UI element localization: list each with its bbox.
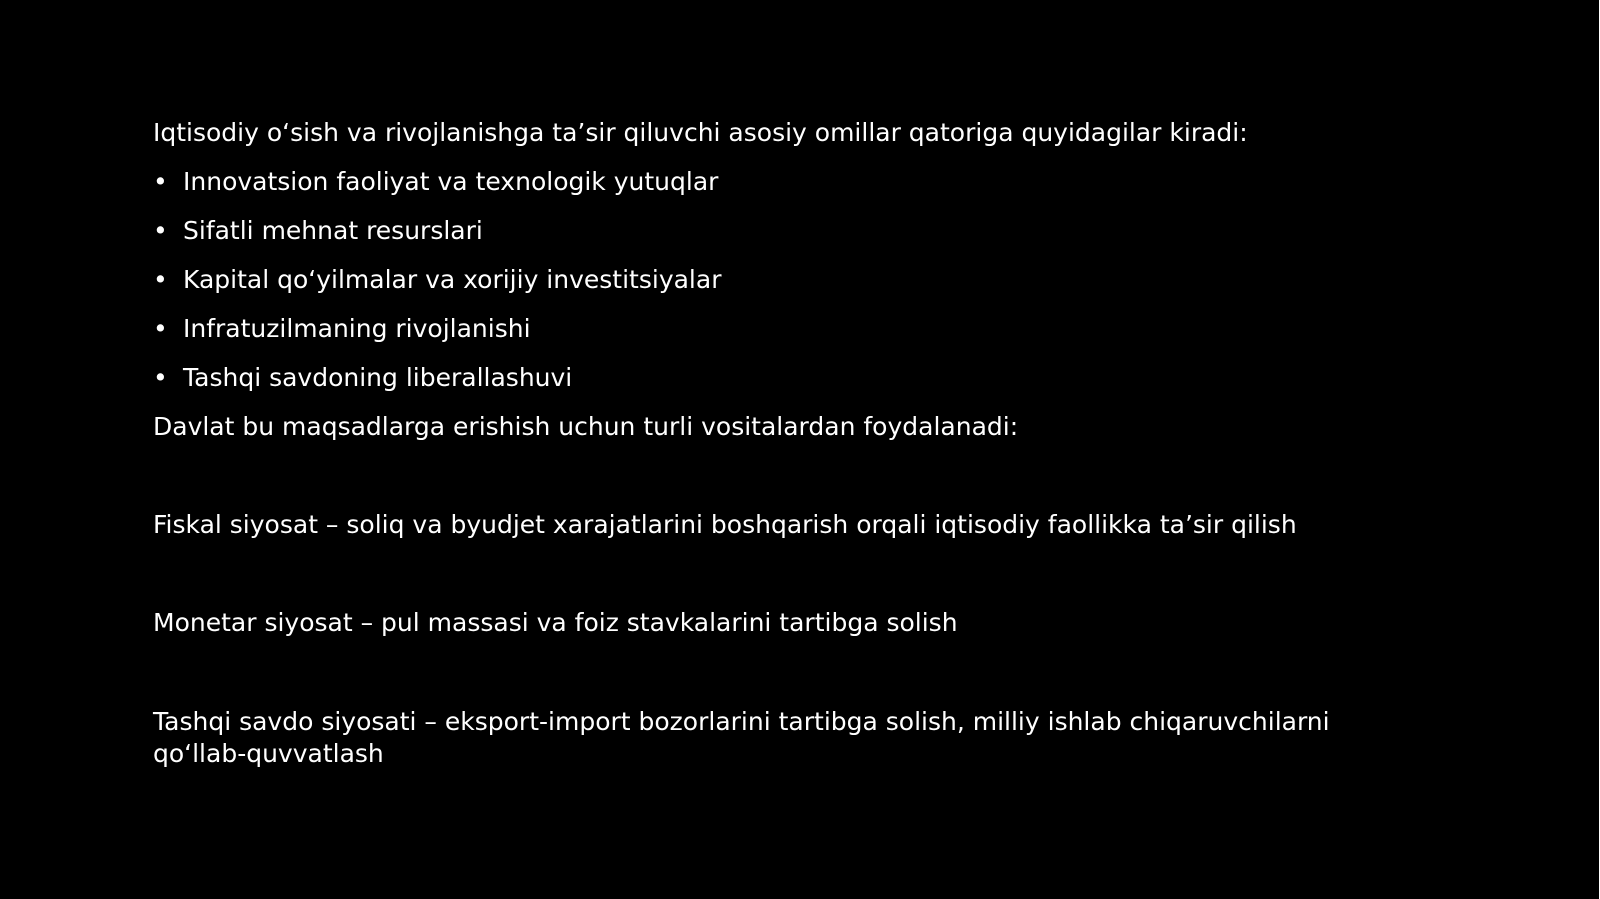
list-item-text: Infratuzilmaning rivojlanishi	[183, 314, 531, 343]
bullet-icon: •	[153, 216, 168, 245]
bullet-icon: •	[153, 314, 168, 343]
list-item	[153, 167, 1453, 197]
list-item-text: Tashqi savdoning liberallashuvi	[183, 363, 573, 392]
bullet-icon: •	[153, 265, 168, 294]
list-item	[153, 363, 1453, 393]
bullet-icon: •	[153, 363, 168, 392]
intro-text: Iqtisodiy o‘sish va rivojlanishga ta’sir qiluvchi asosiy omillar qatoriga quyidagilar kiradi:	[153, 118, 1248, 147]
list-item	[153, 314, 1453, 344]
list-item-text: Kapital qo‘yilmalar va xorijiy investitsiyalar	[183, 265, 722, 294]
fiscal-policy-text: Fiskal siyosat – soliq va byudjet xarajatlarini boshqarish orqali iqtisodiy faollikka ta’sir qilish	[153, 510, 1297, 539]
list-item	[153, 216, 1453, 246]
list-item	[153, 265, 1453, 295]
spacer	[153, 559, 1453, 608]
trade-policy-text: Tashqi savdo siyosati – eksport-import bozorlarini tartibga solish, milliy ishlab chiqaruvchilarni qo‘llab-quvvatlash	[153, 707, 1330, 768]
spacer	[153, 657, 1453, 706]
slide-body	[153, 118, 1453, 770]
bullet-icon: •	[153, 167, 168, 196]
tools-intro-text: Davlat bu maqsadlarga erishish uchun turli vositalardan foydalanadi:	[153, 412, 1019, 441]
factors-list	[153, 167, 1453, 393]
spacer	[153, 461, 1453, 510]
list-item-text: Innovatsion faoliyat va texnologik yutuqlar	[183, 167, 719, 196]
monetary-policy-text: Monetar siyosat – pul massasi va foiz stavkalarini tartibga solish	[153, 608, 958, 637]
list-item-text: Sifatli mehnat resurslari	[183, 216, 483, 245]
